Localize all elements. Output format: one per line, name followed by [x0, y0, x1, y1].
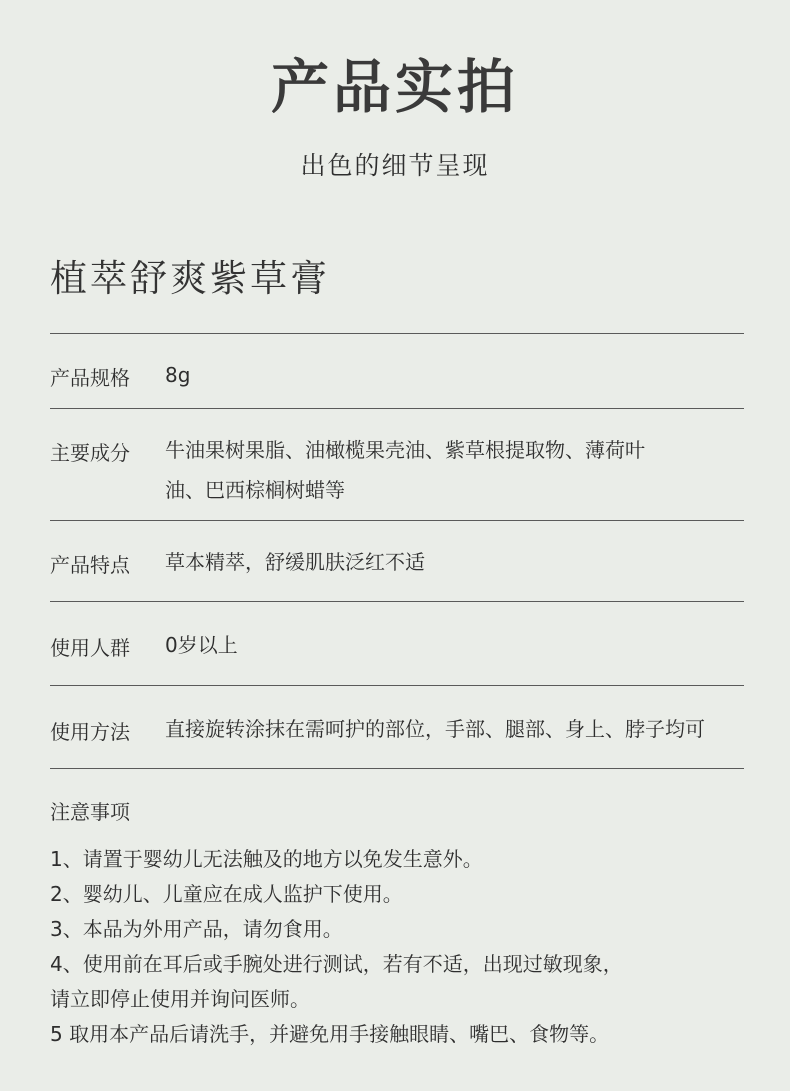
spec-label-usage: 使用方法 [50, 720, 130, 744]
page-subtitle: 出色的细节呈现 [300, 151, 490, 180]
notice-item: 4、使用前在耳后或手腕处进行测试，若有不适，出现过敏现象， [50, 952, 623, 976]
divider [50, 601, 744, 602]
spec-label-size: 产品规格 [50, 366, 130, 390]
spec-value-features [165, 542, 425, 582]
notice-item: 3、本品为外用产品，请勿食用。 [50, 917, 343, 941]
spec-value-line: 直接旋转涂抹在需呵护的部位，手部、腿部、身上、脖子均可 [165, 717, 705, 741]
spec-value-line: 8g [165, 363, 191, 387]
notice-title: 注意事项 [50, 800, 130, 824]
spec-label-ingredients: 主要成分 [50, 441, 130, 465]
notice-item: 2、婴幼儿、儿童应在成人监护下使用。 [50, 882, 403, 906]
notice-list [50, 842, 770, 1052]
divider [50, 408, 744, 409]
spec-value-line: 草本精萃，舒缓肌肤泛红不适 [165, 550, 425, 574]
divider [50, 768, 744, 769]
divider [50, 520, 744, 521]
spec-value-audience [165, 625, 238, 665]
spec-value-line: 油、巴西棕榈树蜡等 [165, 478, 345, 502]
spec-label-features: 产品特点 [50, 553, 130, 577]
spec-value-ingredients [165, 430, 645, 510]
spec-label-audience: 使用人群 [50, 636, 130, 660]
divider [50, 333, 744, 334]
notice-item: 5 取用本产品后请洗手，并避免用手接触眼睛、嘴巴、食物等。 [50, 1022, 610, 1046]
spec-value-line: 牛油果树果脂、油橄榄果壳油、紫草根提取物、薄荷叶 [165, 438, 645, 462]
spec-value-line: 0岁以上 [165, 633, 238, 657]
notice-item: 请立即停止使用并询问医师。 [50, 987, 310, 1011]
spec-value-usage [165, 709, 705, 749]
notice-item: 1、请置于婴幼儿无法触及的地方以免发生意外。 [50, 847, 483, 871]
page-title: 产品实拍 [270, 53, 519, 121]
product-name: 植萃舒爽紫草膏 [50, 257, 330, 300]
spec-value-size [165, 355, 190, 395]
divider [50, 685, 744, 686]
